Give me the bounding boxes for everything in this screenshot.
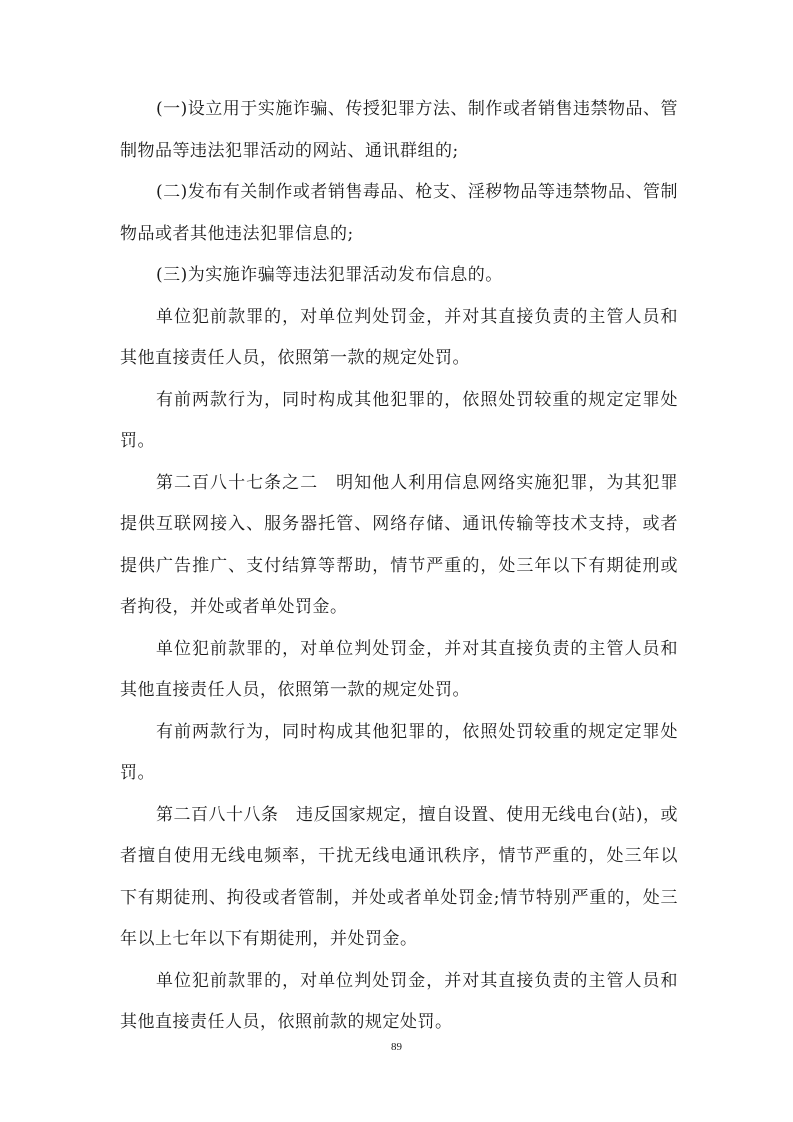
paragraph-article-288: 第二百八十八条 违反国家规定，擅自设置、使用无线电台(站)，或者擅自使用无线电频率，干扰无线电通讯秩序，情节严重的，处三年以下有期徒刑、拘役或者管制，并处或者单处罚金;情节特别严重的，处三年以上七年以下有期徒刑，并处罚金。 <box>120 804 678 949</box>
paragraph-article-287-2: 第二百八十七条之二 明知他人利用信息网络实施犯罪，为其犯罪提供互联网接入、服务器托管、网络存储、通讯传输等技术支持，或者提供广告推广、支付结算等帮助，情节严重的，处三年以下有期徒刑或者拘役，并处或者单处罚金。 <box>120 472 678 617</box>
paragraph-concurrent-crime: 有前两款行为，同时构成其他犯罪的，依照处罚较重的规定定罪处罚。 <box>120 389 678 451</box>
paragraph-unit-crime: 单位犯前款罪的，对单位判处罚金，并对其直接负责的主管人员和其他直接责任人员，依照前款的规定处罚。 <box>120 970 678 1032</box>
paragraph-item-1: (一)设立用于实施诈骗、传授犯罪方法、制作或者销售违禁物品、管制物品等违法犯罪活动的网站、通讯群组的; <box>120 99 678 161</box>
body-text <box>120 89 678 1044</box>
paragraph-item-3: (三)为实施诈骗等违法犯罪活动发布信息的。 <box>156 265 503 285</box>
paragraph-unit-crime: 单位犯前款罪的，对单位判处罚金，并对其直接负责的主管人员和其他直接责任人员，依照第一款的规定处罚。 <box>120 306 678 368</box>
paragraph-item-2: (二)发布有关制作或者销售毒品、枪支、淫秽物品等违禁物品、管制物品或者其他违法犯罪信息的; <box>120 182 678 244</box>
page-number: 89 <box>391 1041 402 1053</box>
paragraph-unit-crime: 单位犯前款罪的，对单位判处罚金，并对其直接负责的主管人员和其他直接责任人员，依照第一款的规定处罚。 <box>120 638 678 700</box>
paragraph-concurrent-crime: 有前两款行为，同时构成其他犯罪的，依照处罚较重的规定定罪处罚。 <box>120 721 678 783</box>
